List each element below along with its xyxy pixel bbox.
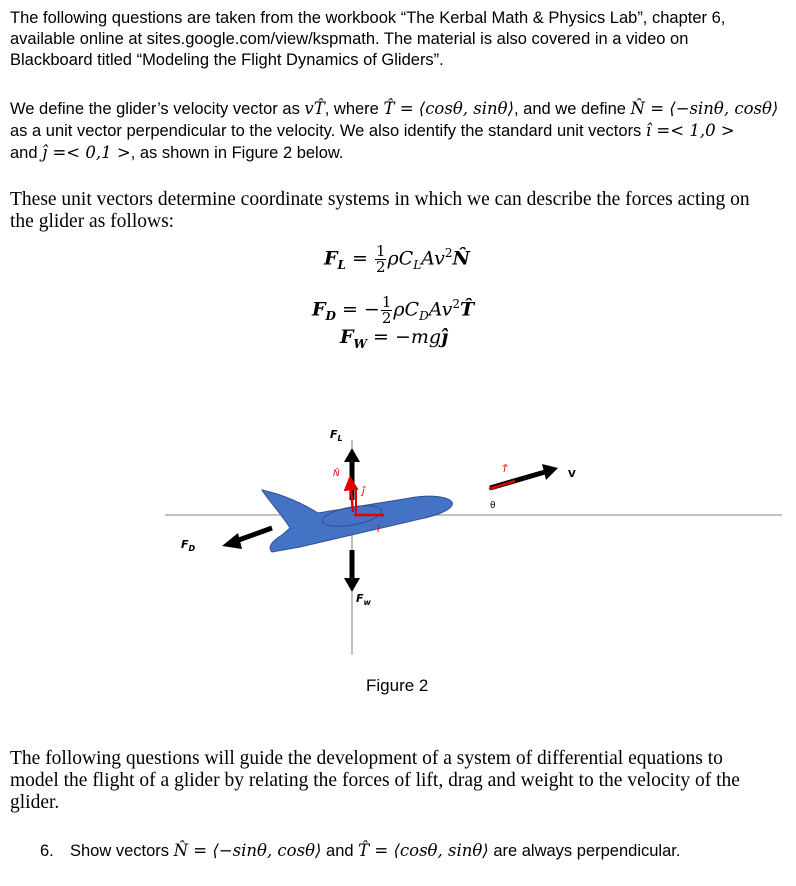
area-velocity-term: Av	[428, 298, 453, 321]
definitions-text: , and we define	[514, 100, 631, 118]
lift-label: $F_L$	[330, 428, 343, 443]
that-label: T̂	[502, 465, 508, 475]
equals-minus-sign: = −	[335, 298, 380, 321]
that-definition-math: T̂ = ⟨cosθ, sinθ⟩	[383, 99, 515, 118]
ihat-label: î	[377, 524, 380, 535]
nhat-vector: N̂	[452, 247, 470, 270]
guide-line-3: glider.	[10, 792, 60, 813]
drag-symbol: F	[312, 298, 326, 321]
ihat-definition-math: î =< 1,0 >	[645, 121, 735, 140]
guide-paragraph	[10, 748, 786, 814]
intro-line-1: The following questions are taken from the workbook “The Kerbal Math & Physics Lab”, chapter 6,	[10, 9, 726, 27]
weight-subscript: W	[353, 336, 367, 351]
question-number: 6.	[40, 842, 54, 860]
squared-exponent: 2	[452, 297, 461, 311]
drag-coefficient-subscript: D	[419, 309, 429, 324]
drag-coefficient-term: ρC	[393, 298, 420, 321]
lift-symbol: F	[324, 247, 338, 270]
nhat-label: N̂	[333, 469, 340, 479]
intro-line-3: Blackboard titled “Modeling the Flight Dynamics of Gliders”.	[10, 51, 444, 69]
definitions-text: , where	[324, 100, 384, 118]
drag-label: $F_D$	[181, 538, 196, 553]
definitions-text: , as shown in Figure 2 below.	[130, 144, 344, 162]
weight-symbol: F	[340, 326, 354, 348]
intro-line-2: available online at sites.google.com/view/kspmath. The material is also covered in a video on	[10, 30, 689, 48]
area-velocity-term: Av	[421, 247, 445, 270]
forces-intro-line-2: the glider as follows:	[10, 211, 175, 232]
squared-exponent: 2	[444, 246, 453, 260]
jhat-definition-math: ĵ =< 0,1 >	[42, 143, 131, 162]
nhat-definition-math: N̂ = ⟨−sinθ, cosθ⟩	[173, 841, 322, 860]
glider-shape	[262, 490, 452, 552]
drag-force-arrow	[222, 528, 272, 549]
that-vector: T̂	[460, 298, 475, 321]
lift-coefficient-term: ρC	[387, 247, 414, 270]
question-text: Show vectors	[70, 842, 174, 860]
guide-line-2: model the flight of a glider by relating the forces of lift, drag and weight to the velocity of the	[10, 770, 740, 791]
weight-force-arrow	[344, 550, 360, 592]
weight-label: $F_w$	[356, 592, 371, 607]
fraction-numerator: 1	[375, 241, 386, 260]
that-definition-math: T̂ = ⟨cosθ, sinθ⟩	[358, 841, 489, 860]
velocity-vector-math: vT̂	[304, 99, 325, 118]
fraction-denominator: 2	[381, 308, 392, 327]
fraction-numerator: 1	[381, 292, 392, 311]
figure-caption: Figure 2	[366, 676, 429, 695]
forces-intro-line-1: These unit vectors determine coordinate systems in which we can describe the forces acting on	[10, 189, 750, 210]
question-text: are always perpendicular.	[488, 842, 681, 860]
definitions-text: We define the glider’s velocity vector as	[10, 100, 305, 118]
question-text: and	[321, 842, 359, 860]
definitions-text: as a unit vector perpendicular to the velocity. We also identify the standard unit vectors	[10, 122, 646, 140]
velocity-label: V	[568, 469, 576, 480]
guide-line-1: The following questions will guide the development of a system of differential equations to	[10, 748, 723, 769]
drag-subscript: D	[325, 309, 336, 324]
theta-label: θ	[490, 501, 496, 511]
definitions-text: and	[10, 144, 43, 162]
question-6	[40, 841, 680, 861]
jhat-vector: ĵ	[441, 326, 448, 348]
nhat-definition-math: N̂ = ⟨−sinθ, cosθ⟩	[630, 99, 779, 118]
equals-sign: =	[345, 247, 374, 270]
jhat-label: ĵ	[362, 486, 365, 497]
lift-coefficient-subscript: L	[413, 258, 422, 273]
lift-subscript: L	[337, 258, 346, 273]
fraction-denominator: 2	[375, 257, 386, 276]
weight-rhs: = −mg	[366, 326, 442, 348]
